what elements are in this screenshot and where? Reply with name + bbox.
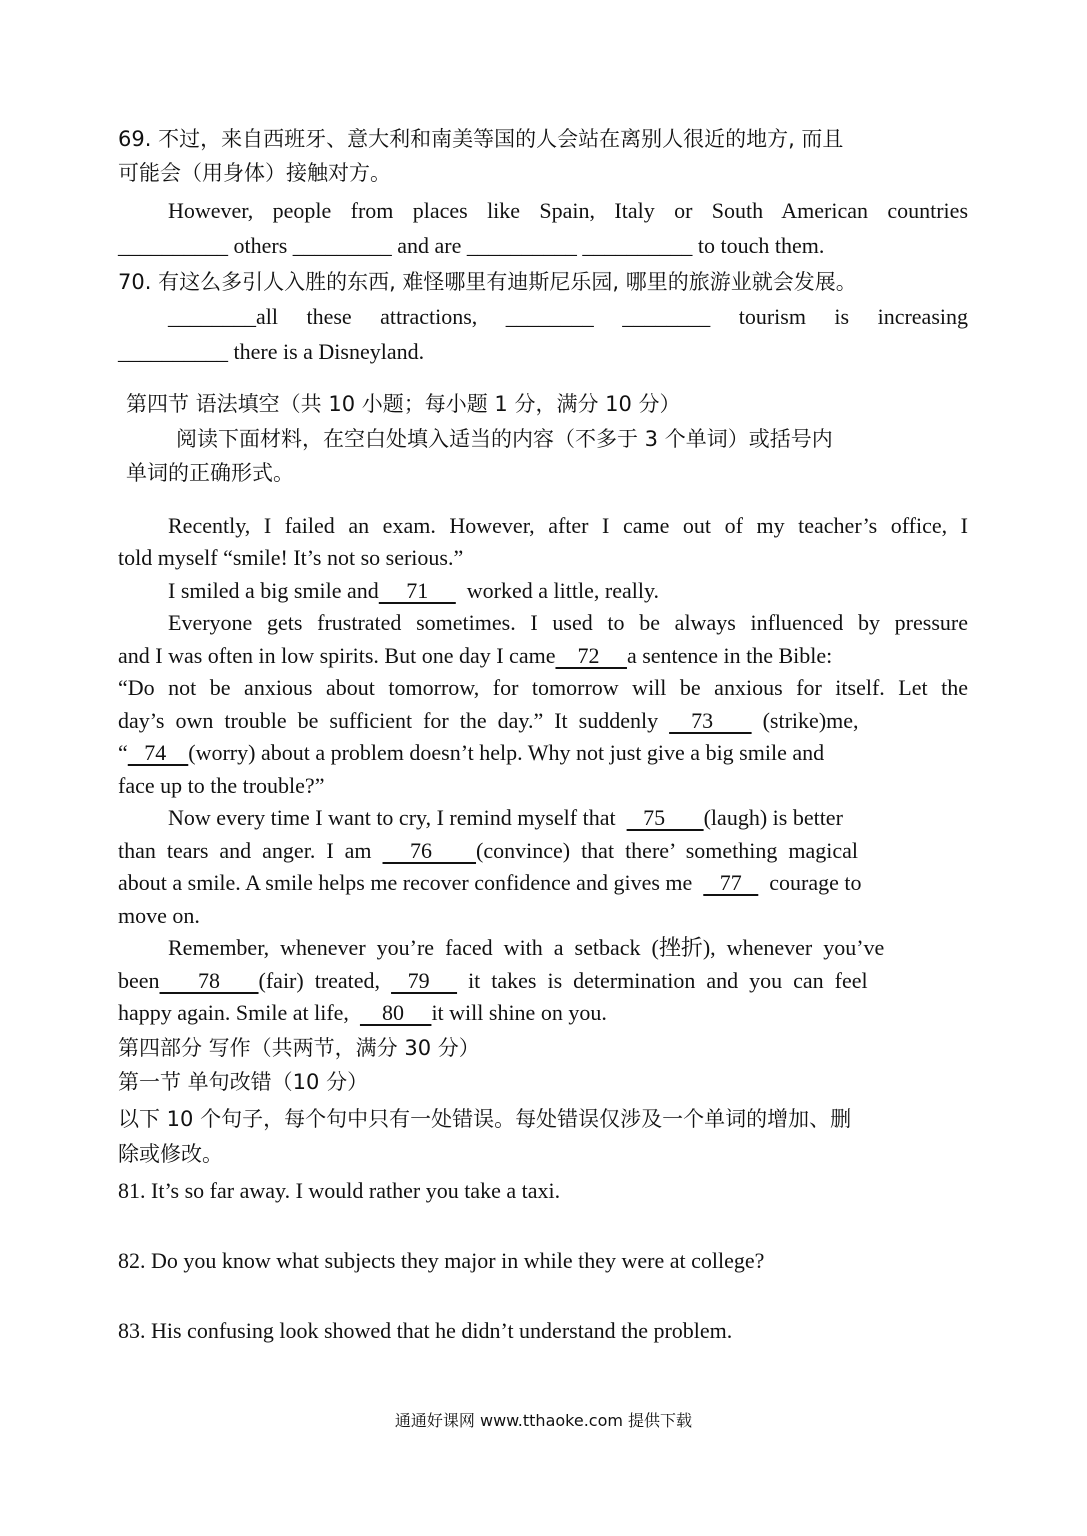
sentence-81: 81. It’s so far away. I would rather you take a taxi. bbox=[118, 1178, 561, 1203]
passage-line bbox=[118, 966, 868, 996]
passage-text: (worry) about a problem doesn’t help. Why not just give a big smile and bbox=[188, 740, 825, 765]
passage-text: (laugh) is better bbox=[703, 805, 843, 830]
passage-line bbox=[118, 641, 832, 671]
passage-line: Recently, I failed an exam. However, after I came out of my teacher’s office, I bbox=[168, 513, 968, 538]
blank-80: 80 bbox=[359, 1000, 432, 1025]
passage-text: worked a little, really. bbox=[455, 578, 660, 603]
passage-line: Everyone gets frustrated sometimes. I used to be always influenced by pressure bbox=[168, 610, 968, 635]
passage-text: a sentence in the Bible: bbox=[626, 643, 833, 668]
part4-instruction-line1: 以下 10 个句子，每个句中只有一处错误。每处错误仅涉及一个单词的增加、删 bbox=[118, 1107, 852, 1131]
passage-text: than tears and anger. I am bbox=[118, 838, 383, 863]
q69-chinese-line2: 可能会（用身体）接触对方。 bbox=[118, 161, 391, 185]
blank-75: 75 bbox=[626, 805, 704, 830]
part4-title: 第四部分 写作（共两节，满分 30 分） bbox=[118, 1036, 480, 1060]
passage-text: it takes is determination and you can feel bbox=[457, 968, 868, 993]
blank-73: 73 bbox=[669, 708, 752, 733]
passage-line: face up to the trouble?” bbox=[118, 773, 325, 798]
passage-line bbox=[118, 836, 858, 866]
section4-instruction-line1: 阅读下面材料，在空白处填入适当的内容（不多于 3 个单词）或括号内 bbox=[176, 427, 833, 451]
passage-text: it will shine on you. bbox=[431, 1000, 607, 1025]
passage-line: “Do not be anxious about tomorrow, for tomorrow will be anxious for itself. Let the bbox=[118, 675, 968, 700]
passage-line bbox=[168, 803, 843, 833]
q70-english-line1: ________all these attractions, ________ ________ tourism is increasing bbox=[168, 304, 968, 329]
blank-77: 77 bbox=[703, 870, 759, 895]
passage-line: move on. bbox=[118, 903, 200, 928]
part4-section1-title: 第一节 单句改错（10 分） bbox=[118, 1070, 369, 1094]
passage-text: I smiled a big smile and bbox=[168, 578, 379, 603]
passage-text: day’s own trouble be sufficient for the day.” It suddenly bbox=[118, 708, 670, 733]
sentence-83: 83. His confusing look showed that he didn’t understand the problem. bbox=[118, 1318, 733, 1343]
blank-79: 79 bbox=[391, 968, 458, 993]
passage-text: (strike)me, bbox=[751, 708, 859, 733]
sentence-82: 82. Do you know what subjects they major in while they were at college? bbox=[118, 1248, 765, 1273]
q69-english-line1: However, people from places like Spain, Italy or South American countries bbox=[168, 198, 968, 223]
passage-text: courage to bbox=[758, 870, 862, 895]
section4-instruction-line2: 单词的正确形式。 bbox=[126, 461, 294, 485]
q70-english-line2: __________ there is a Disneyland. bbox=[118, 339, 425, 364]
passage-line: told myself “smile! It’s not so serious.” bbox=[118, 545, 464, 570]
section4-title: 第四节 语法填空（共 10 小题；每小题 1 分，满分 10 分） bbox=[126, 392, 681, 416]
blank-76: 76 bbox=[382, 838, 477, 863]
blank-74: 74 bbox=[127, 740, 189, 765]
page-footer: 通通好课网 www.tthaoke.com 提供下载 bbox=[394, 1411, 693, 1430]
blank-72: 72 bbox=[555, 643, 627, 668]
passage-line: Remember, whenever you’re faced with a setback (挫折), whenever you’ve bbox=[168, 935, 885, 960]
blank-71: 71 bbox=[378, 578, 456, 603]
passage-line bbox=[118, 998, 607, 1028]
part4-instruction-line2: 除或修改。 bbox=[118, 1142, 223, 1166]
passage-line bbox=[168, 576, 659, 606]
passage-text: (fair) treated, bbox=[258, 968, 392, 993]
q70-chinese-line1: 70. 有这么多引人入胜的东西, 难怪哪里有迪斯尼乐园, 哪里的旅游业就会发展。 bbox=[118, 270, 857, 294]
passage-text: “ bbox=[118, 740, 128, 765]
passage-text: (convince) that there’ something magical bbox=[476, 838, 859, 863]
passage-text: Now every time I want to cry, I remind myself that bbox=[168, 805, 627, 830]
passage-text: about a smile. A smile helps me recover confidence and gives me bbox=[118, 870, 704, 895]
q69-chinese-line1: 69. 不过，来自西班牙、意大利和南美等国的人会站在离别人很近的地方, 而且 bbox=[118, 127, 844, 151]
blank-78: 78 bbox=[159, 968, 259, 993]
passage-text: been bbox=[118, 968, 160, 993]
passage-line bbox=[118, 738, 824, 768]
q69-english-line2: __________ others _________ and are __________ __________ to touch them. bbox=[118, 233, 825, 258]
passage-line bbox=[118, 706, 859, 736]
passage-text: happy again. Smile at life, bbox=[118, 1000, 360, 1025]
passage-text: and I was often in low spirits. But one day I came bbox=[118, 643, 556, 668]
passage-line bbox=[118, 868, 862, 898]
